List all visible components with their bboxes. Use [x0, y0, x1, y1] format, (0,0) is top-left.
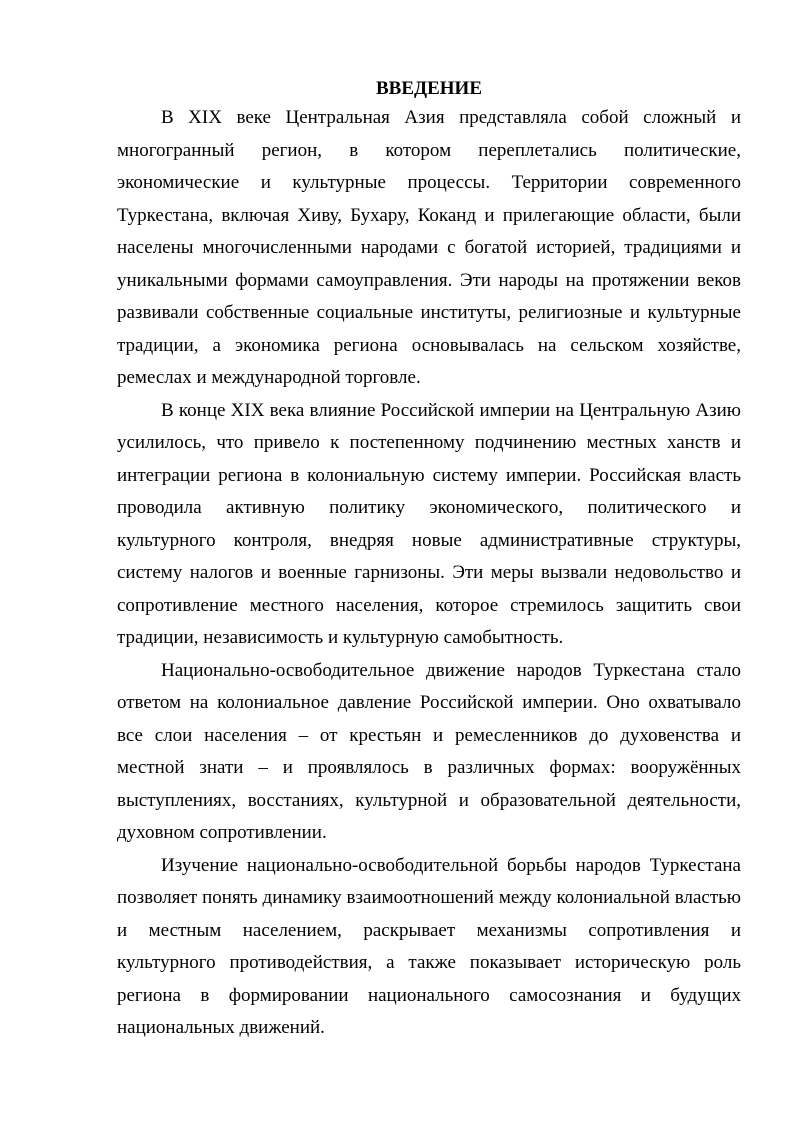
paragraph-4: Изучение национально-освободительной борьбы народов Туркестана позволяет понять динамику взаимоотношений между колониальной властью и местным населением, раскрывает механизмы сопротивления и культурного противодействия, а также показывает историческую роль региона в формировании национального самосознания и будущих национальных движений. — [117, 854, 741, 1038]
paragraph-3: Национально-освободительное движение народов Туркестана стало ответом на колониальное давление Российской империи. Оно охватывало все слои населения – от крестьян и ремесленников до духовенства и местной знати – и проявлялось в различных формах: вооружённых выступлениях, восстаниях, культурной и образовательной деятельности, духовном сопротивлении. — [117, 659, 741, 843]
document-page — [117, 76, 741, 1045]
paragraph-2: В конце XIX века влияние Российской империи на Центральную Азию усилилось, что привело к постепенному подчинению местных ханств и интеграции региона в колониальную систему империи. Российская власть проводила активную политику экономического, политического и культурного контроля, внедряя новые административные структуры, систему налогов и военные гарнизоны. Эти меры вызвали недовольство и сопротивление местного населения, которое стремилось защитить свои традиции, независимость и культурную самобытность. — [117, 399, 741, 648]
page-title: ВВЕДЕНИЕ — [376, 78, 482, 99]
paragraph-1: В XIX веке Центральная Азия представляла собой сложный и многогранный регион, в котором переплетались политические, экономические и культурные процессы. Территории современного Туркестана, включая Хиву, Бухару, Коканд и прилегающие области, были населены многочисленными народами с богатой историей, традициями и уникальными формами самоуправления. Эти народы на протяжении веков развивали собственные социальные институты, религиозные и культурные традиции, а экономика региона основывалась на сельском хозяйстве, ремеслах и международной торговле. — [117, 107, 741, 388]
